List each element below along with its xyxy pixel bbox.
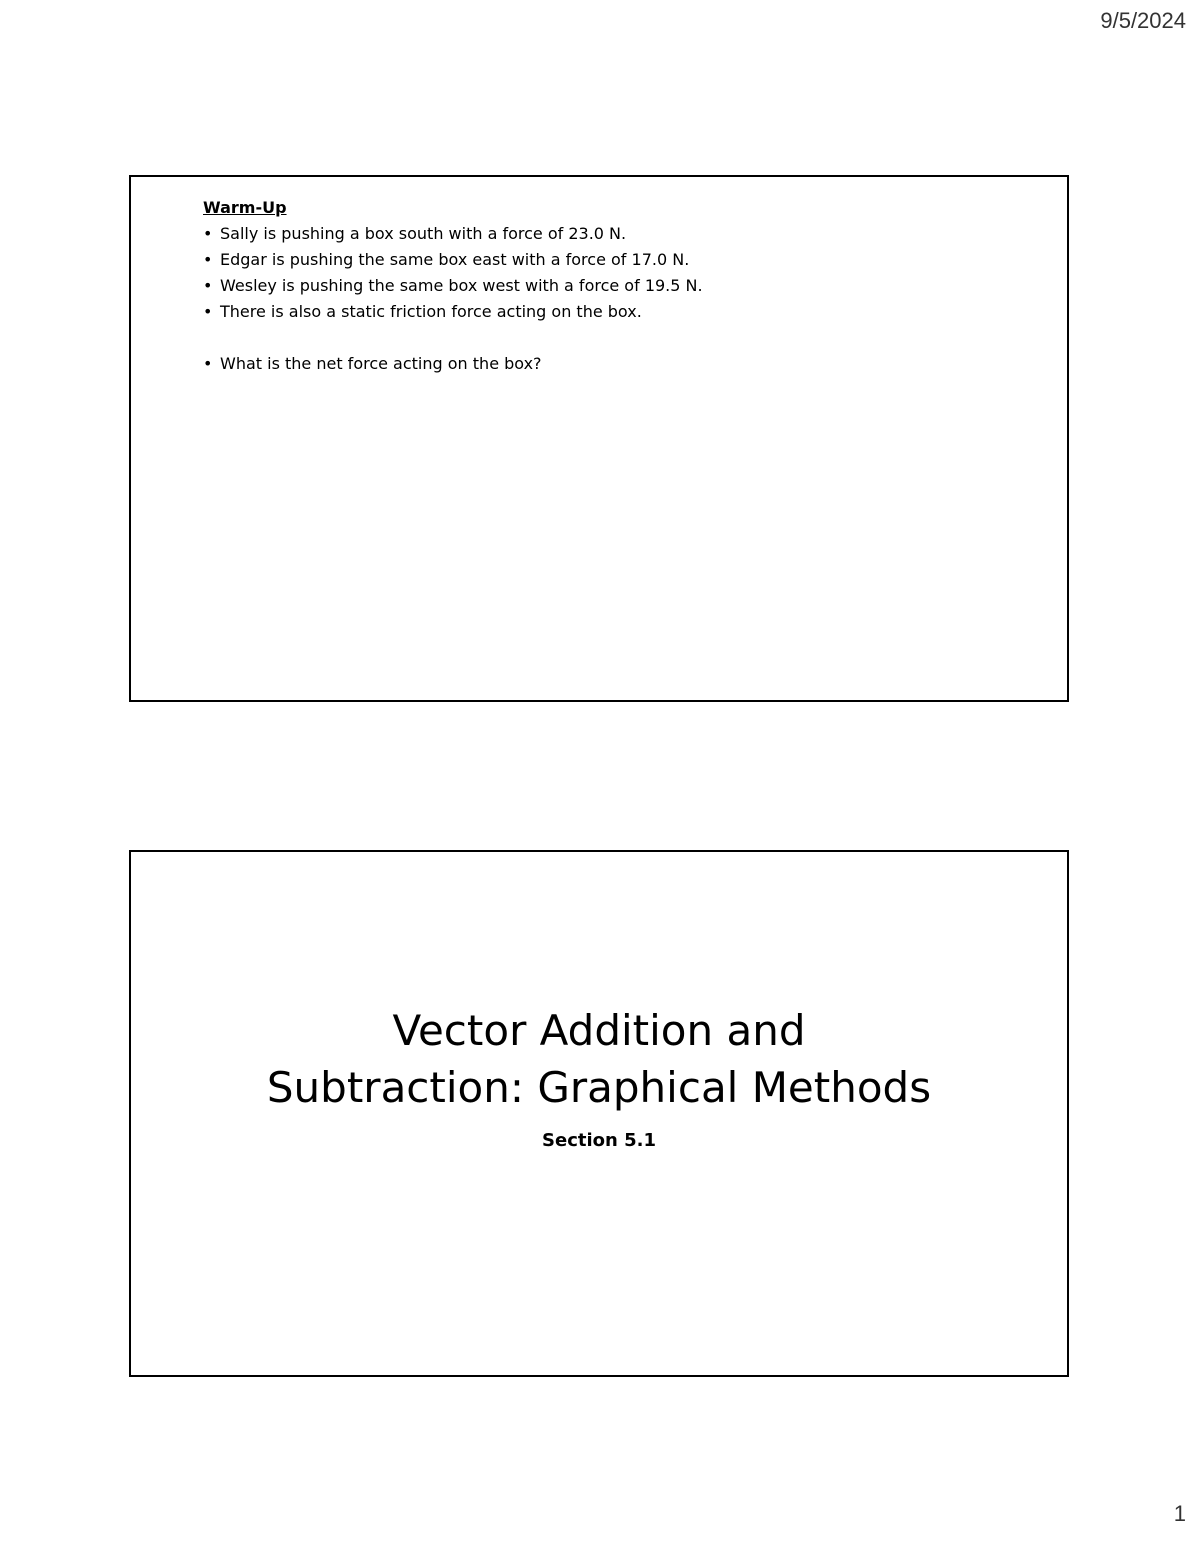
title-block — [131, 1002, 1067, 1151]
slide-warm-up — [129, 175, 1069, 702]
title-line-2: Subtraction: Graphical Methods — [266, 1063, 932, 1112]
bullet-item-question: • What is the net force acting on the box? — [203, 351, 703, 377]
print-date: 9/5/2024 — [1100, 8, 1186, 33]
bullet-item: • There is also a static friction force acting on the box. — [203, 299, 703, 325]
warm-up-bullet-list — [203, 221, 703, 377]
bullet-item: • Wesley is pushing the same box west with a force of 19.5 N. — [203, 273, 703, 299]
warm-up-heading: Warm-Up — [203, 198, 287, 217]
slide-title — [129, 850, 1069, 1377]
bullet-item: • Edgar is pushing the same box east with a force of 17.0 N. — [203, 247, 703, 273]
slide-subtitle: Section 5.1 — [542, 1130, 656, 1151]
bullet-item: • Sally is pushing a box south with a force of 23.0 N. — [203, 221, 703, 247]
warm-up-content — [203, 195, 703, 377]
slide-title-heading — [131, 1002, 1067, 1116]
title-line-1: Vector Addition and — [392, 1006, 806, 1055]
page-number: 1 — [1173, 1501, 1186, 1526]
